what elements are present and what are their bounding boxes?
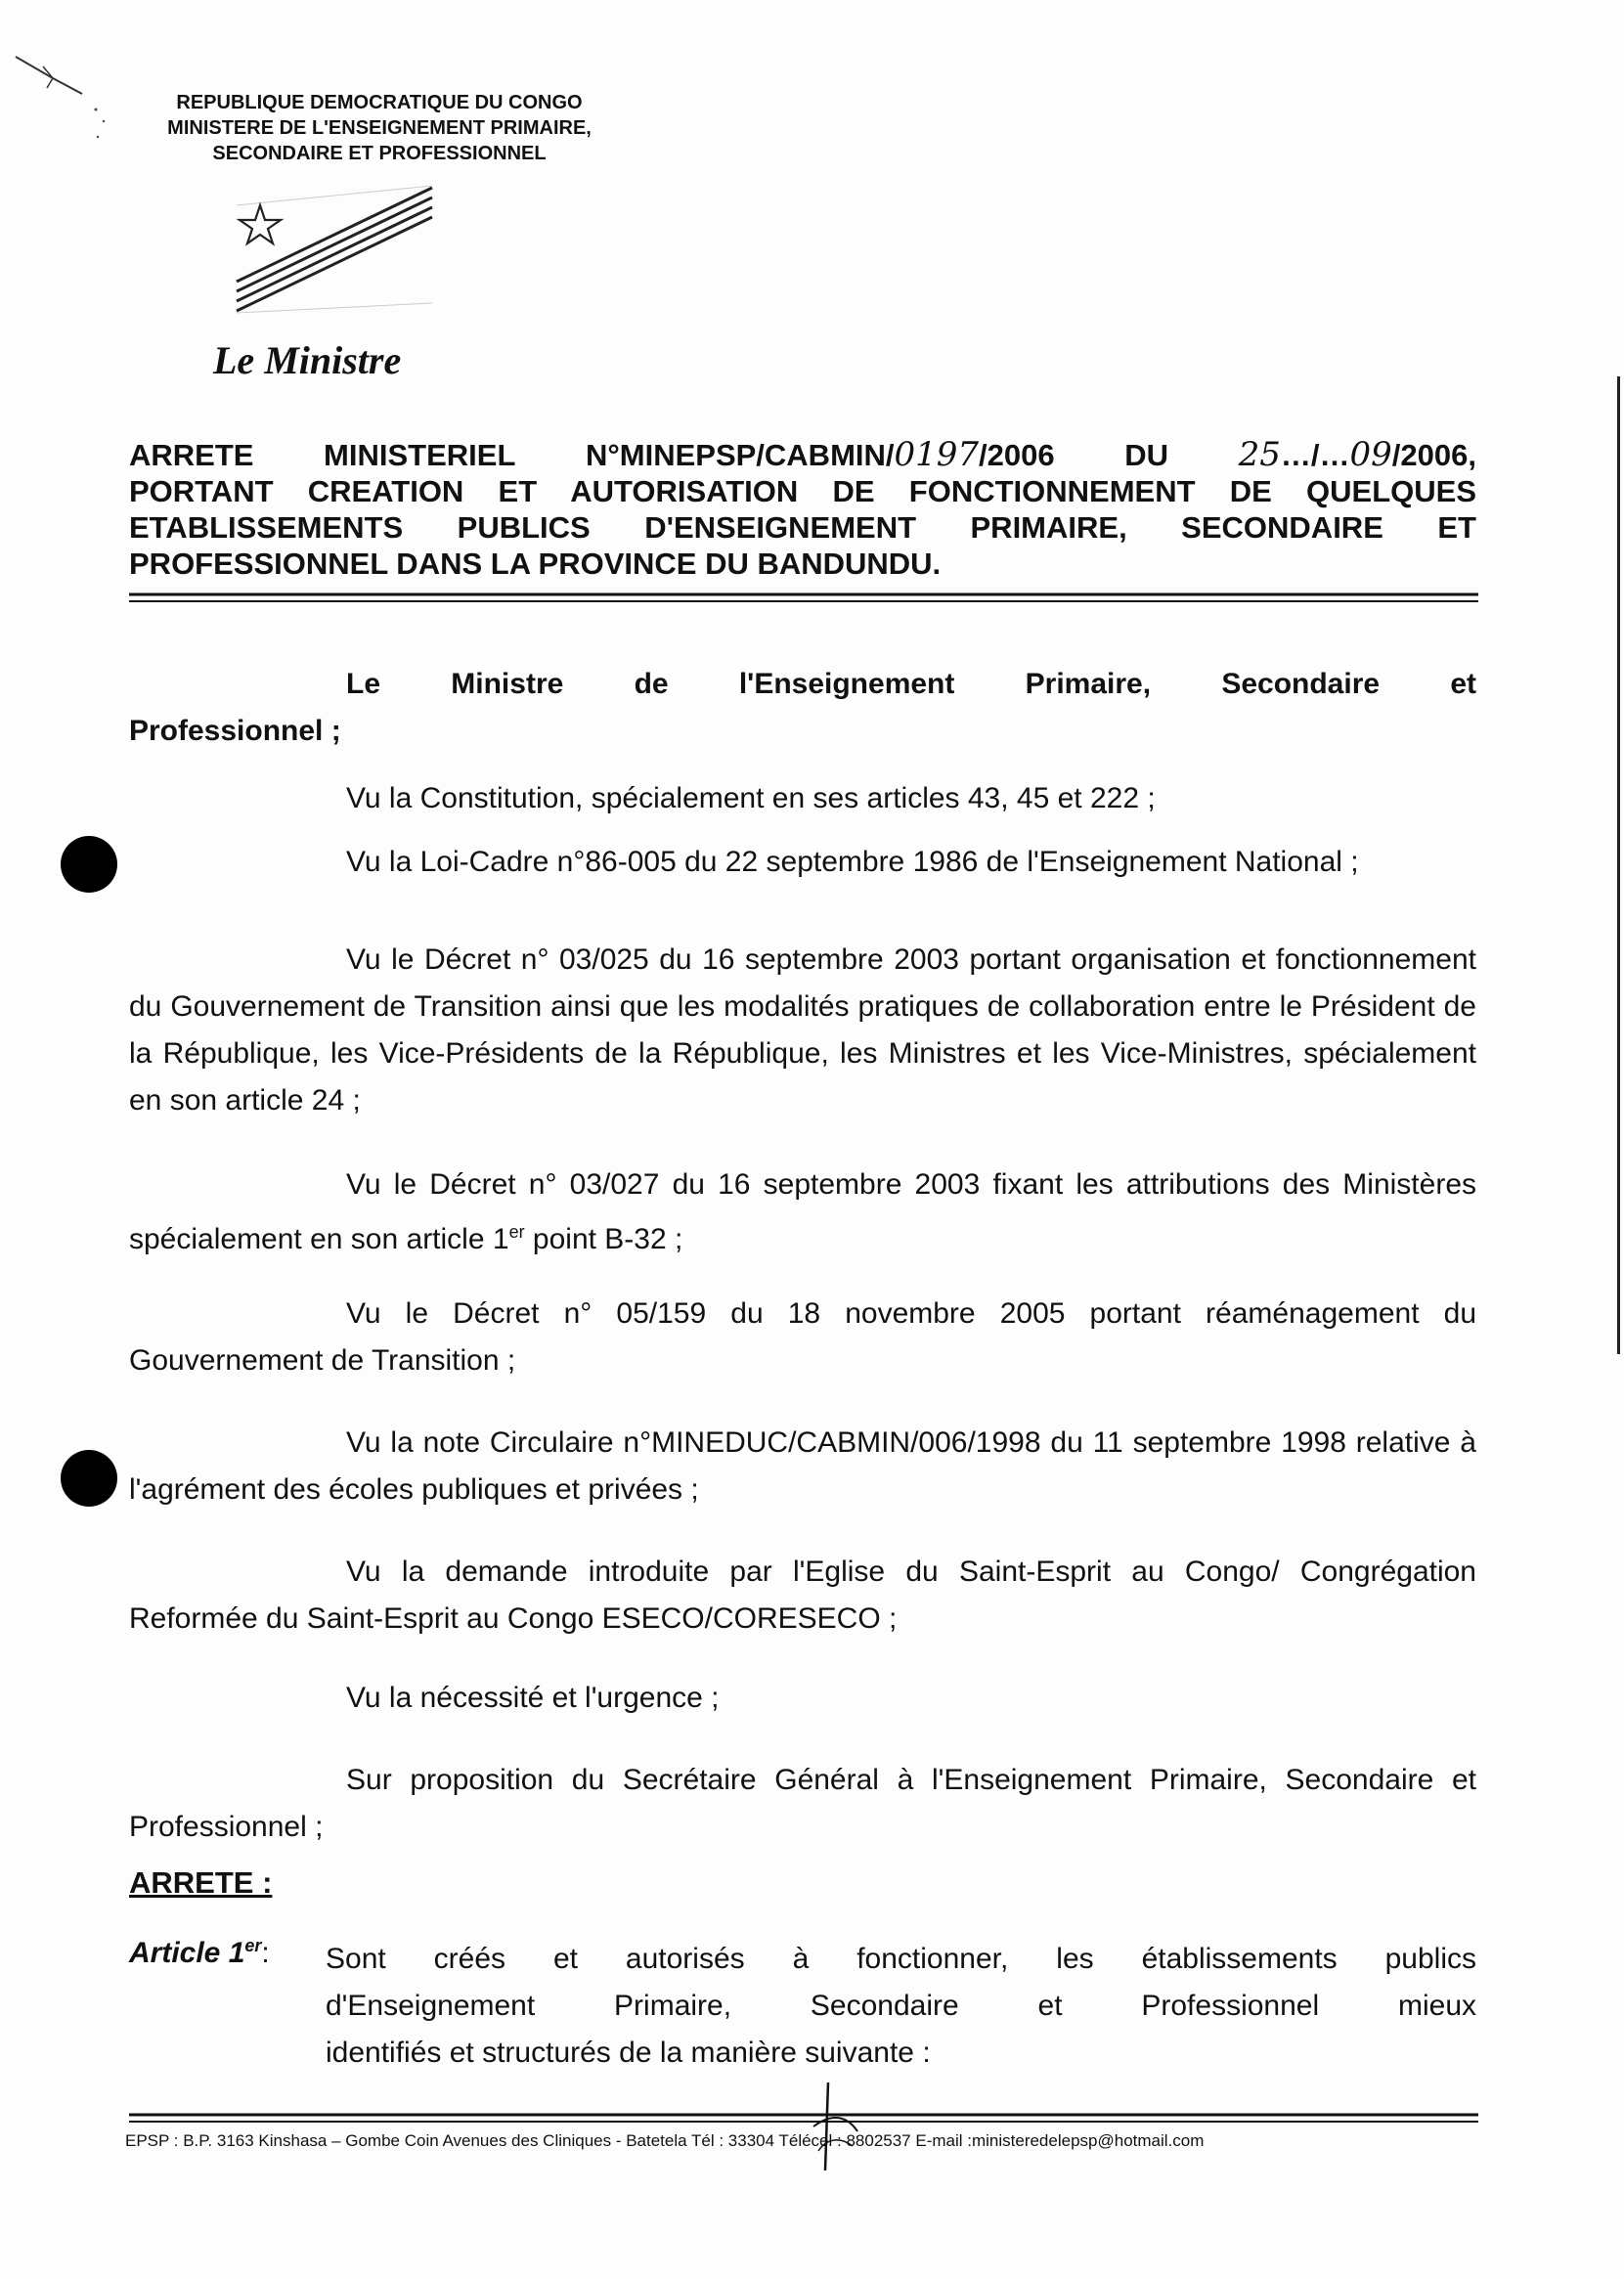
sur-proposition: Sur proposition du Secrétaire Général à l'Enseignement Primaire, Secondaire et Professionnel ; <box>129 1764 1476 1843</box>
title-word-arrete: ARRETE <box>129 438 254 472</box>
vu-decret-05-159: Vu le Décret n° 05/159 du 18 novembre 2005 portant réaménagement du Gouvernement de Transition ; <box>129 1297 1476 1377</box>
article-1-line-3: identifiés et structurés de la manière suivante : <box>326 2037 931 2069</box>
header-ministry: MINISTERE DE L'ENSEIGNEMENT PRIMAIRE, <box>167 117 592 139</box>
vu-necessite: Vu la nécessité et l'urgence ; <box>346 1682 720 1714</box>
opening-line-cont: Professionnel ; <box>129 715 341 747</box>
flag-emblem-icon <box>227 176 442 323</box>
title-line-4: PROFESSIONNEL DANS LA PROVINCE DU BANDUNDU. <box>129 547 942 581</box>
scan-edge-line <box>1617 376 1620 1354</box>
title-word-ministeriel: MINISTERIEL <box>324 438 516 472</box>
ministry-header <box>125 90 634 166</box>
article-1-text <box>326 1936 1476 2077</box>
decree-date: 25…/…09/2006, <box>1238 435 1476 474</box>
punch-hole-mark-2 <box>61 1450 117 1507</box>
header-ministry-cont: SECONDAIRE ET PROFESSIONNEL <box>212 143 547 164</box>
arrete-heading: ARRETE : <box>129 1865 273 1900</box>
decree-number: N°MINEPSP/CABMIN/0197/2006 <box>585 435 1055 474</box>
scan-artifact-mark <box>14 49 141 156</box>
article-1-label: Article 1er: <box>129 1936 270 1969</box>
vu-demande: Vu la demande introduite par l'Eglise du Saint-Esprit au Congo/ Congrégation Reformée du Saint-Esprit au Congo ESECO/CORESECO ; <box>129 1556 1476 1635</box>
article-1-line-1: Sont créés et autorisés à fonctionner, les établissements publics <box>326 1943 1476 1975</box>
handwritten-month: 09 <box>1349 435 1392 474</box>
vu-constitution: Vu la Constitution, spécialement en ses articles 43, 45 et 222 ; <box>346 782 1156 814</box>
title-line-3: ETABLISSEMENTS PUBLICS D'ENSEIGNEMENT PRIMAIRE, SECONDAIRE ET <box>129 510 1476 545</box>
signatory-title: Le Ministre <box>213 338 402 382</box>
handwritten-number: 0197 <box>894 435 980 474</box>
vu-note-circulaire: Vu la note Circulaire n°MINEDUC/CABMIN/006/1998 du 11 septembre 1998 relative à l'agrément des écoles publiques et privées ; <box>129 1426 1476 1506</box>
punch-hole-mark <box>61 836 117 893</box>
vu-decret-03-025: Vu le Décret n° 03/025 du 16 septembre 2003 portant organisation et fonctionnement du Gouvernement de Transition ainsi que les modalités pratiques de collaboration entre le Président de la République, les Vice-Présidents de la République, les Ministres et les Vice-Ministres, spécialement en son article 24 ; <box>129 943 1476 1117</box>
handwritten-day: 25 <box>1238 435 1281 474</box>
title-line-1 <box>129 437 1476 473</box>
footer-address: EPSP : B.P. 3163 Kinshasa – Gombe Coin Avenues des Cliniques - Batetela Tél : 33304 Télécel : 8802537 E-mail :ministeredelepsp@hotmail.com <box>125 2131 1205 2150</box>
title-line-2: PORTANT CREATION ET AUTORISATION DE FONCTIONNEMENT DE QUELQUES <box>129 474 1476 508</box>
article-1-line-2: d'Enseignement Primaire, Secondaire et Professionnel mieux <box>326 1990 1476 2022</box>
title-word-du: DU <box>1124 438 1168 472</box>
vu-loi-cadre: Vu la Loi-Cadre n°86-005 du 22 septembre 1986 de l'Enseignement National ; <box>346 846 1359 878</box>
header-country: REPUBLIQUE DEMOCRATIQUE DU CONGO <box>176 92 583 113</box>
title-double-rule <box>129 592 1478 605</box>
opening-line: Le Ministre de l'Enseignement Primaire, Secondaire et <box>346 668 1476 700</box>
vu-decret-03-027: Vu le Décret n° 03/027 du 16 septembre 2003 fixant les attributions des Ministères spécialement en son article 1er point B-32 ; <box>129 1168 1476 1255</box>
decree-title <box>129 437 1476 582</box>
signature-mark-icon <box>774 2078 892 2175</box>
